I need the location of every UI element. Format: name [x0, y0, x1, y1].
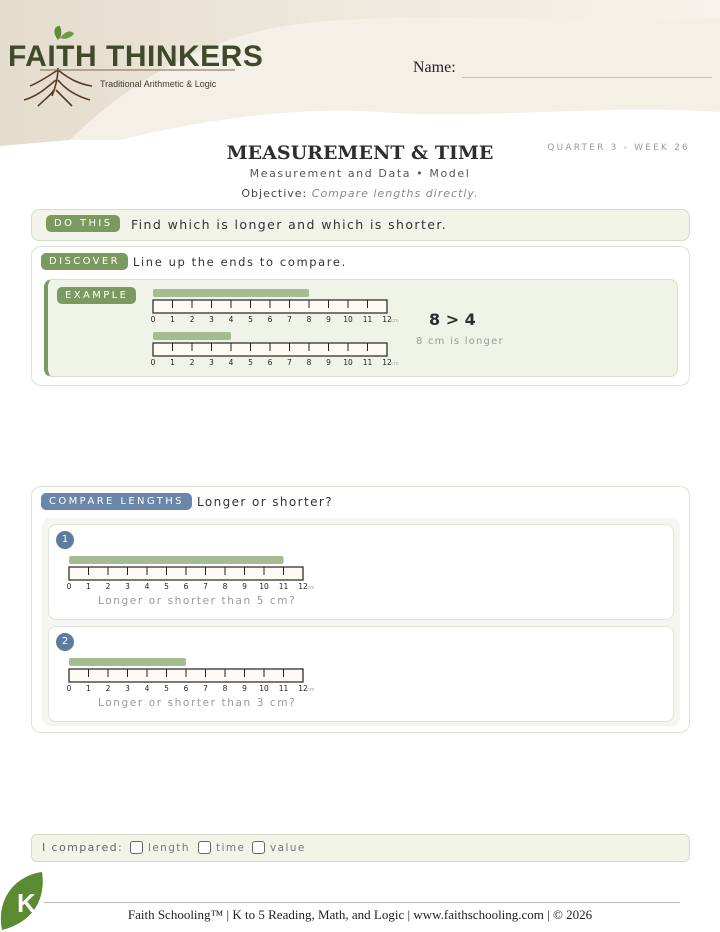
- ruler-tick-label: 9: [242, 582, 247, 591]
- ruler-tick-label: 4: [228, 358, 234, 367]
- ruler-tick-label: 2: [105, 582, 111, 591]
- checkbox[interactable]: [130, 841, 143, 854]
- ruler-tick-label: 0: [66, 582, 72, 591]
- ruler-tick-label: 5: [248, 358, 253, 367]
- ruler-tick-label: 12: [382, 358, 392, 367]
- length-bar: [153, 289, 309, 297]
- ruler-unit: cm: [391, 318, 399, 324]
- problem-question: Longer or shorter than 3 cm?: [98, 697, 297, 709]
- brand-title: FAITH THINKERS: [8, 40, 264, 73]
- ruler-tick-label: 7: [287, 358, 292, 367]
- footer-text: Faith Schooling™ | K to 5 Reading, Math, and Logic | www.faithschooling.com | © 2026: [127, 907, 593, 922]
- ruler-tick-label: 6: [267, 315, 273, 324]
- ruler-tick-label: 6: [267, 358, 273, 367]
- ruler-tick-label: 11: [278, 582, 289, 591]
- ruler-tick-label: 10: [343, 315, 353, 324]
- problem-question: Longer or shorter than 5 cm?: [98, 595, 297, 607]
- ruler-tick-label: 8: [306, 358, 312, 367]
- option-length[interactable]: [130, 841, 190, 854]
- brand-tagline: Traditional Arithmetic & Logic: [100, 79, 217, 89]
- ruler-tick-label: 3: [209, 358, 214, 367]
- ruler-tick-label: 5: [164, 684, 169, 693]
- ruler-tick-label: 8: [222, 582, 228, 591]
- ruler-tick-label: 1: [170, 358, 175, 367]
- ruler-tick-label: 8: [306, 315, 312, 324]
- ruler-tick-label: 12: [298, 582, 308, 591]
- ruler-tick-label: 10: [343, 358, 353, 367]
- ruler-tick-label: 12: [382, 315, 392, 324]
- length-bar: [69, 658, 186, 666]
- ruler-unit: cm: [307, 687, 315, 693]
- option-label: time: [216, 841, 246, 854]
- example-ruler-1: [152, 288, 402, 324]
- ruler-tick-label: 0: [66, 684, 72, 693]
- discover-section: [31, 246, 690, 386]
- option-value[interactable]: [252, 841, 306, 854]
- ruler-tick-label: 10: [259, 582, 269, 591]
- ruler-tick-label: 5: [164, 582, 169, 591]
- checkbox[interactable]: [198, 841, 211, 854]
- ruler-tick-label: 11: [362, 315, 373, 324]
- checkbox[interactable]: [252, 841, 265, 854]
- problem-ruler: [68, 657, 318, 693]
- ruler-tick-label: 4: [144, 582, 150, 591]
- compare-section: [31, 486, 690, 733]
- reflection-bar: [31, 834, 690, 862]
- problem-number: 2: [56, 633, 74, 651]
- length-bar: [69, 556, 284, 564]
- example-panel: [44, 279, 678, 377]
- problem-card: [48, 626, 674, 722]
- header-banner: [0, 0, 720, 150]
- page-subtitle: Measurement and Data • Model: [249, 167, 471, 180]
- ruler-unit: cm: [391, 361, 399, 367]
- do-this-box: [31, 209, 690, 241]
- ruler-tick-label: 8: [222, 684, 228, 693]
- ruler-tick-label: 9: [326, 315, 331, 324]
- ruler-tick-label: 10: [259, 684, 269, 693]
- ruler-tick-label: 6: [183, 582, 189, 591]
- ruler-unit: cm: [307, 585, 315, 591]
- name-label: Name:: [413, 59, 456, 76]
- objective: [0, 187, 720, 200]
- reflection-label: I compared:: [42, 841, 124, 854]
- example-comparison: 8 > 4: [429, 310, 476, 329]
- objective-text: Compare lengths directly.: [311, 187, 479, 200]
- discover-text: Line up the ends to compare.: [133, 255, 347, 269]
- svg-text:K: K: [17, 888, 36, 918]
- ruler-tick-label: 11: [278, 684, 289, 693]
- do-this-text: Find which is longer and which is shorter.: [131, 217, 448, 232]
- ruler-tick-label: 5: [248, 315, 253, 324]
- example-ruler-2: [152, 331, 402, 367]
- problem-ruler: [68, 555, 318, 591]
- compare-tag: COMPARE LENGTHS: [41, 493, 192, 510]
- ruler-tick-label: 4: [144, 684, 150, 693]
- length-bar: [153, 332, 231, 340]
- ruler-tick-label: 3: [125, 582, 130, 591]
- ruler-tick-label: 3: [209, 315, 214, 324]
- ruler-tick-label: 7: [287, 315, 292, 324]
- example-note: 8 cm is longer: [416, 336, 504, 347]
- compare-text: Longer or shorter?: [197, 495, 333, 509]
- name-field[interactable]: [462, 77, 712, 78]
- problem-card: [48, 524, 674, 620]
- ruler-tick-label: 2: [189, 315, 195, 324]
- objective-label: Objective:: [241, 187, 308, 200]
- quarter-week: QUARTER 3 - WEEK 26: [547, 143, 690, 153]
- do-this-tag: DO THIS: [46, 215, 120, 232]
- ruler-tick-label: 9: [326, 358, 331, 367]
- ruler-tick-label: 9: [242, 684, 247, 693]
- option-time[interactable]: [198, 841, 245, 854]
- ruler-tick-label: 0: [150, 358, 156, 367]
- option-label: value: [270, 841, 306, 854]
- discover-tag: DISCOVER: [41, 253, 128, 270]
- ruler-tick-label: 2: [105, 684, 111, 693]
- ruler-tick-label: 0: [150, 315, 156, 324]
- problem-number: 1: [56, 531, 74, 549]
- ruler-tick-label: 4: [228, 315, 234, 324]
- ruler-tick-label: 1: [170, 315, 175, 324]
- ruler-tick-label: 6: [183, 684, 189, 693]
- page-title: MEASUREMENT & TIME: [226, 142, 494, 164]
- footer-divider: [44, 902, 680, 903]
- ruler-tick-label: 7: [203, 582, 208, 591]
- example-tag: EXAMPLE: [57, 287, 136, 304]
- ruler-tick-label: 3: [125, 684, 130, 693]
- ruler-tick-label: 2: [189, 358, 195, 367]
- ruler-tick-label: 1: [86, 582, 91, 591]
- ruler-tick-label: 12: [298, 684, 308, 693]
- compare-problems: [42, 518, 680, 726]
- ruler-tick-label: 7: [203, 684, 208, 693]
- ruler-tick-label: 11: [362, 358, 373, 367]
- option-label: length: [148, 841, 190, 854]
- ruler-tick-label: 1: [86, 684, 91, 693]
